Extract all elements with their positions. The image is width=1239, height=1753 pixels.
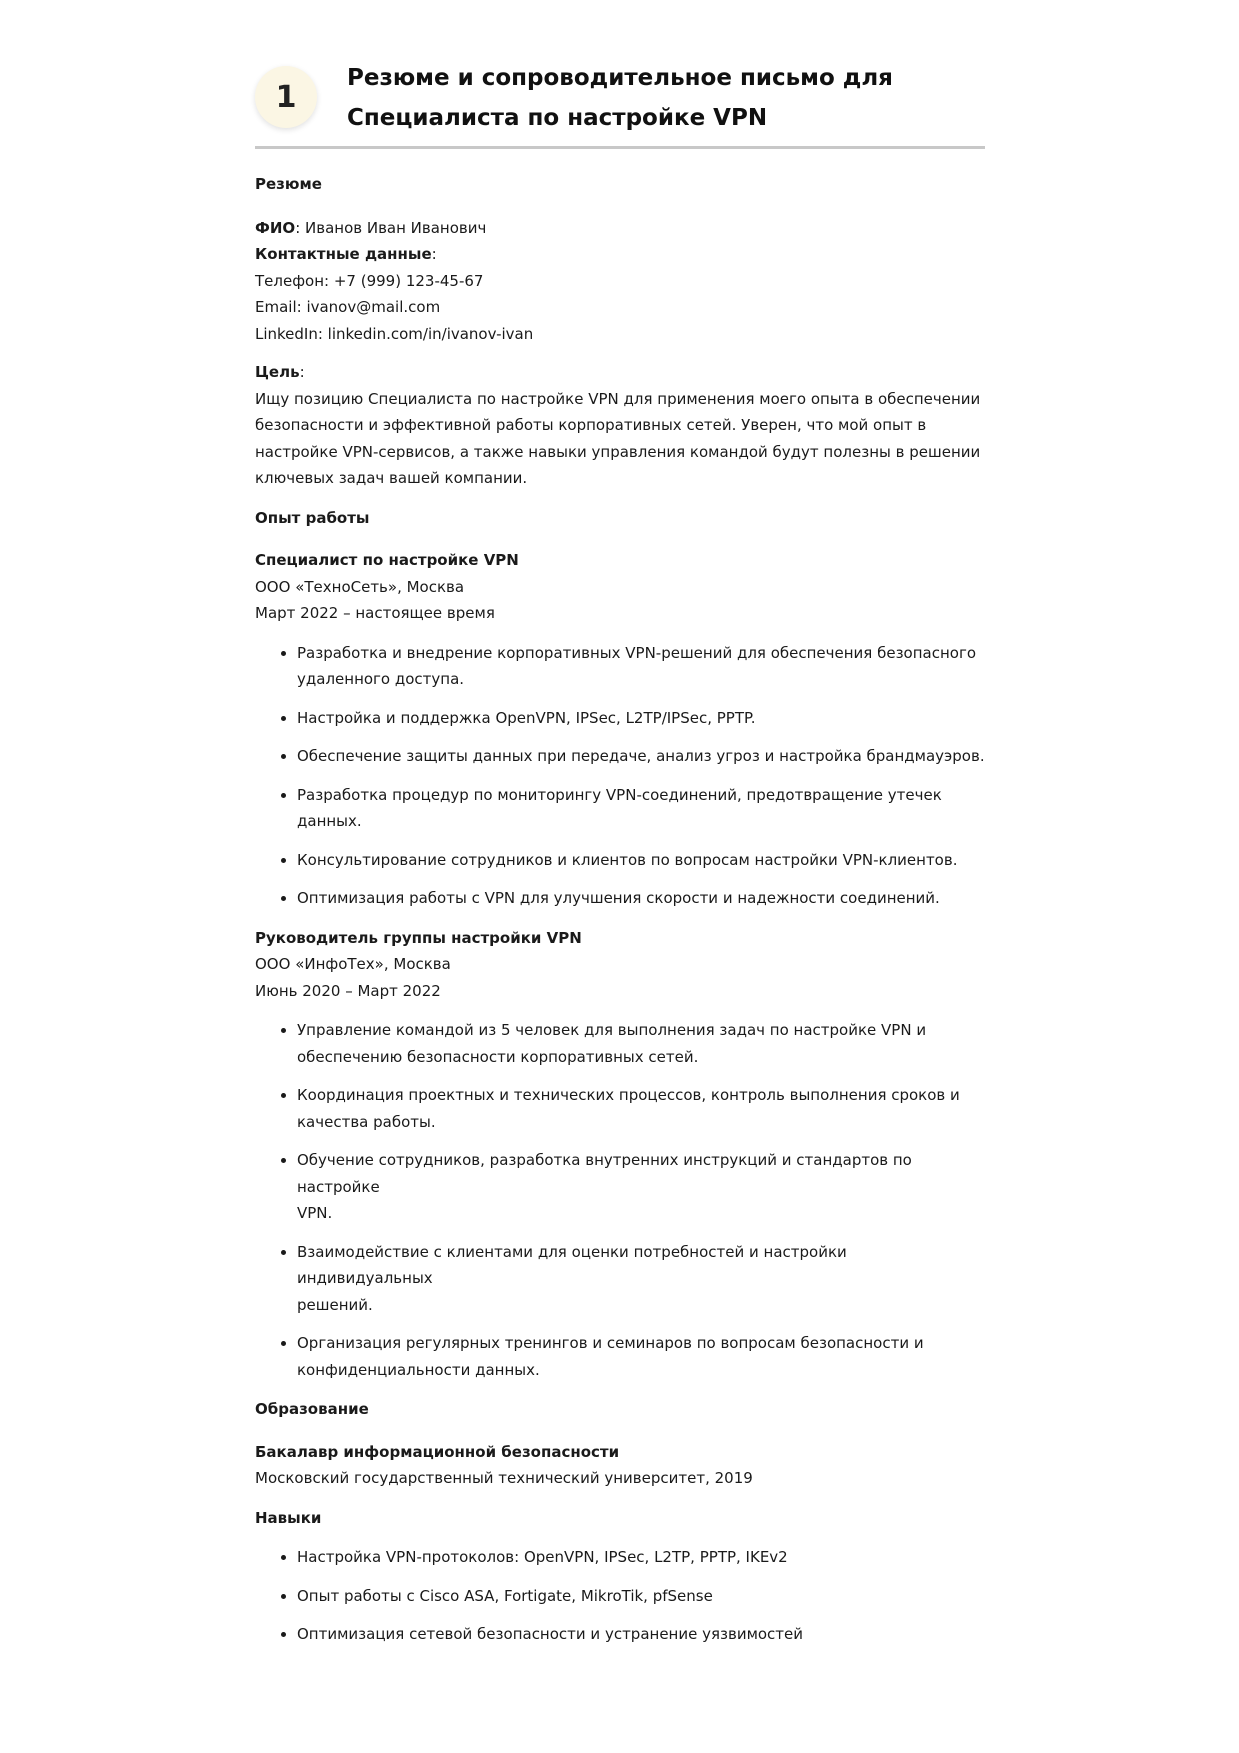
personal-info — [255, 215, 985, 348]
duty-item — [297, 847, 985, 874]
job-company: ООО «ИнфоТех», Москва — [255, 955, 451, 973]
email-line: Email: ivanov@mail.com — [255, 298, 441, 316]
duty-item — [297, 743, 985, 770]
duty-item — [297, 885, 985, 912]
goal-text-line: безопасности и эффективной работы корпоративных сетей. Уверен, что мой опыт в — [255, 416, 927, 434]
goal-section — [255, 359, 985, 492]
duty-text: • Настройка и поддержка OpenVPN, IPSec, L2TP/IPSec, PPTP. — [297, 708, 756, 727]
name-line — [255, 215, 985, 242]
linkedin-line: LinkedIn: linkedin.com/in/ivanov-ivan — [255, 324, 534, 343]
duty-item — [297, 782, 985, 835]
duty-text: • Оптимизация работы с VPN для улучшения скорости и надежности соединений. — [297, 889, 940, 907]
duty-text: • Взаимодействие с клиентами для оценки потребностей и настройки индивидуальных — [297, 1242, 847, 1287]
duty-text: • Обучение сотрудников, разработка внутренних инструкций и стандартов по настройке — [297, 1151, 912, 1196]
duty-text: • Управление командой из 5 человек для выполнения задач по настройке VPN и — [297, 1021, 927, 1039]
goal-label-line — [255, 359, 985, 386]
contacts-line — [255, 241, 985, 268]
skill-item: • Оптимизация сетевой безопасности и устранение уязвимостей — [297, 1621, 985, 1648]
duty-item — [297, 705, 985, 732]
duty-item — [297, 1239, 985, 1319]
education-heading: Образование — [255, 1400, 369, 1418]
duty-text: данных. — [297, 812, 362, 830]
job-entry — [255, 547, 985, 627]
job-entry — [255, 925, 985, 1005]
duty-text: • Разработка и внедрение корпоративных VPN-решений для обеспечения безопасного — [297, 643, 977, 662]
resume-heading: Резюме — [255, 175, 322, 193]
document-title — [347, 58, 893, 138]
duty-text: решений. — [297, 1295, 373, 1314]
job-period: Июнь 2020 – Март 2022 — [255, 981, 441, 1000]
experience-heading: Опыт работы — [255, 508, 370, 527]
duty-text: • Организация регулярных тренингов и семинаров по вопросам безопасности и — [297, 1334, 924, 1352]
goal-colon: : — [299, 363, 305, 381]
duty-text: конфиденциальности данных. — [297, 1360, 540, 1379]
duty-item — [297, 1330, 985, 1383]
skills-heading: Навыки — [255, 1508, 322, 1527]
name-label: ФИО — [255, 218, 296, 237]
skill-item: • Опыт работы с Cisco ASA, Fortigate, MikroTik, pfSense — [297, 1583, 985, 1610]
goal-label: Цель — [255, 363, 300, 381]
goal-text-line: Ищу позицию Специалиста по настройке VPN для применения моего опыта в обеспечении — [255, 389, 981, 408]
document-title-line-2: Специалиста по настройке VPN — [347, 105, 768, 131]
duty-item — [297, 1147, 985, 1227]
duty-text: обеспечению безопасности корпоративных сетей. — [297, 1047, 699, 1066]
skills-list — [255, 1544, 985, 1648]
university: Московский государственный технический университет, 2019 — [255, 1469, 753, 1487]
name-value: : Иванов Иван Иванович — [295, 218, 487, 237]
job-position: Специалист по настройке VPN — [255, 551, 519, 569]
contacts-colon: : — [431, 245, 437, 263]
job-position: Руководитель группы настройки VPN — [255, 928, 582, 947]
phone-line: Телефон: +7 (999) 123-45-67 — [255, 271, 484, 290]
job-duties-list — [255, 1017, 985, 1383]
education-entry — [255, 1439, 985, 1492]
duty-text: • Разработка процедур по мониторингу VPN-соединений, предотвращение утечек — [297, 785, 942, 804]
degree: Бакалавр информационной безопасности — [255, 1442, 620, 1461]
duty-text: VPN. — [297, 1204, 333, 1222]
goal-text-line: настройке VPN-сервисов, а также навыки управления командой будут полезны в решении — [255, 442, 981, 461]
duty-item — [297, 1082, 985, 1135]
job-duties-list — [255, 640, 985, 912]
duty-item — [297, 1017, 985, 1070]
duty-item — [297, 640, 985, 693]
job-period: Март 2022 – настоящее время — [255, 604, 495, 622]
duty-text: удаленного доступа. — [297, 670, 465, 688]
job-company: ООО «ТехноСеть», Москва — [255, 577, 465, 596]
resume-content — [255, 171, 985, 1648]
duty-text: • Координация проектных и технических процессов, контроль выполнения сроков и — [297, 1086, 960, 1104]
duty-text: • Консультирование сотрудников и клиентов по вопросам настройки VPN-клиентов. — [297, 850, 958, 869]
duty-text: • Обеспечение защиты данных при передаче, анализ угроз и настройка брандмауэров. — [297, 747, 985, 765]
skill-item: • Настройка VPN-протоколов: OpenVPN, IPSec, L2TP, PPTP, IKEv2 — [297, 1544, 985, 1571]
goal-text-line: ключевых задач вашей компании. — [255, 469, 528, 487]
duty-text: качества работы. — [297, 1112, 436, 1131]
step-number-badge: 1 — [255, 66, 317, 128]
document-page — [255, 58, 985, 1648]
contacts-label: Контактные данные — [255, 245, 432, 263]
document-title-line-1: Резюме и сопроводительное письмо для — [347, 65, 893, 91]
document-header — [255, 58, 985, 149]
